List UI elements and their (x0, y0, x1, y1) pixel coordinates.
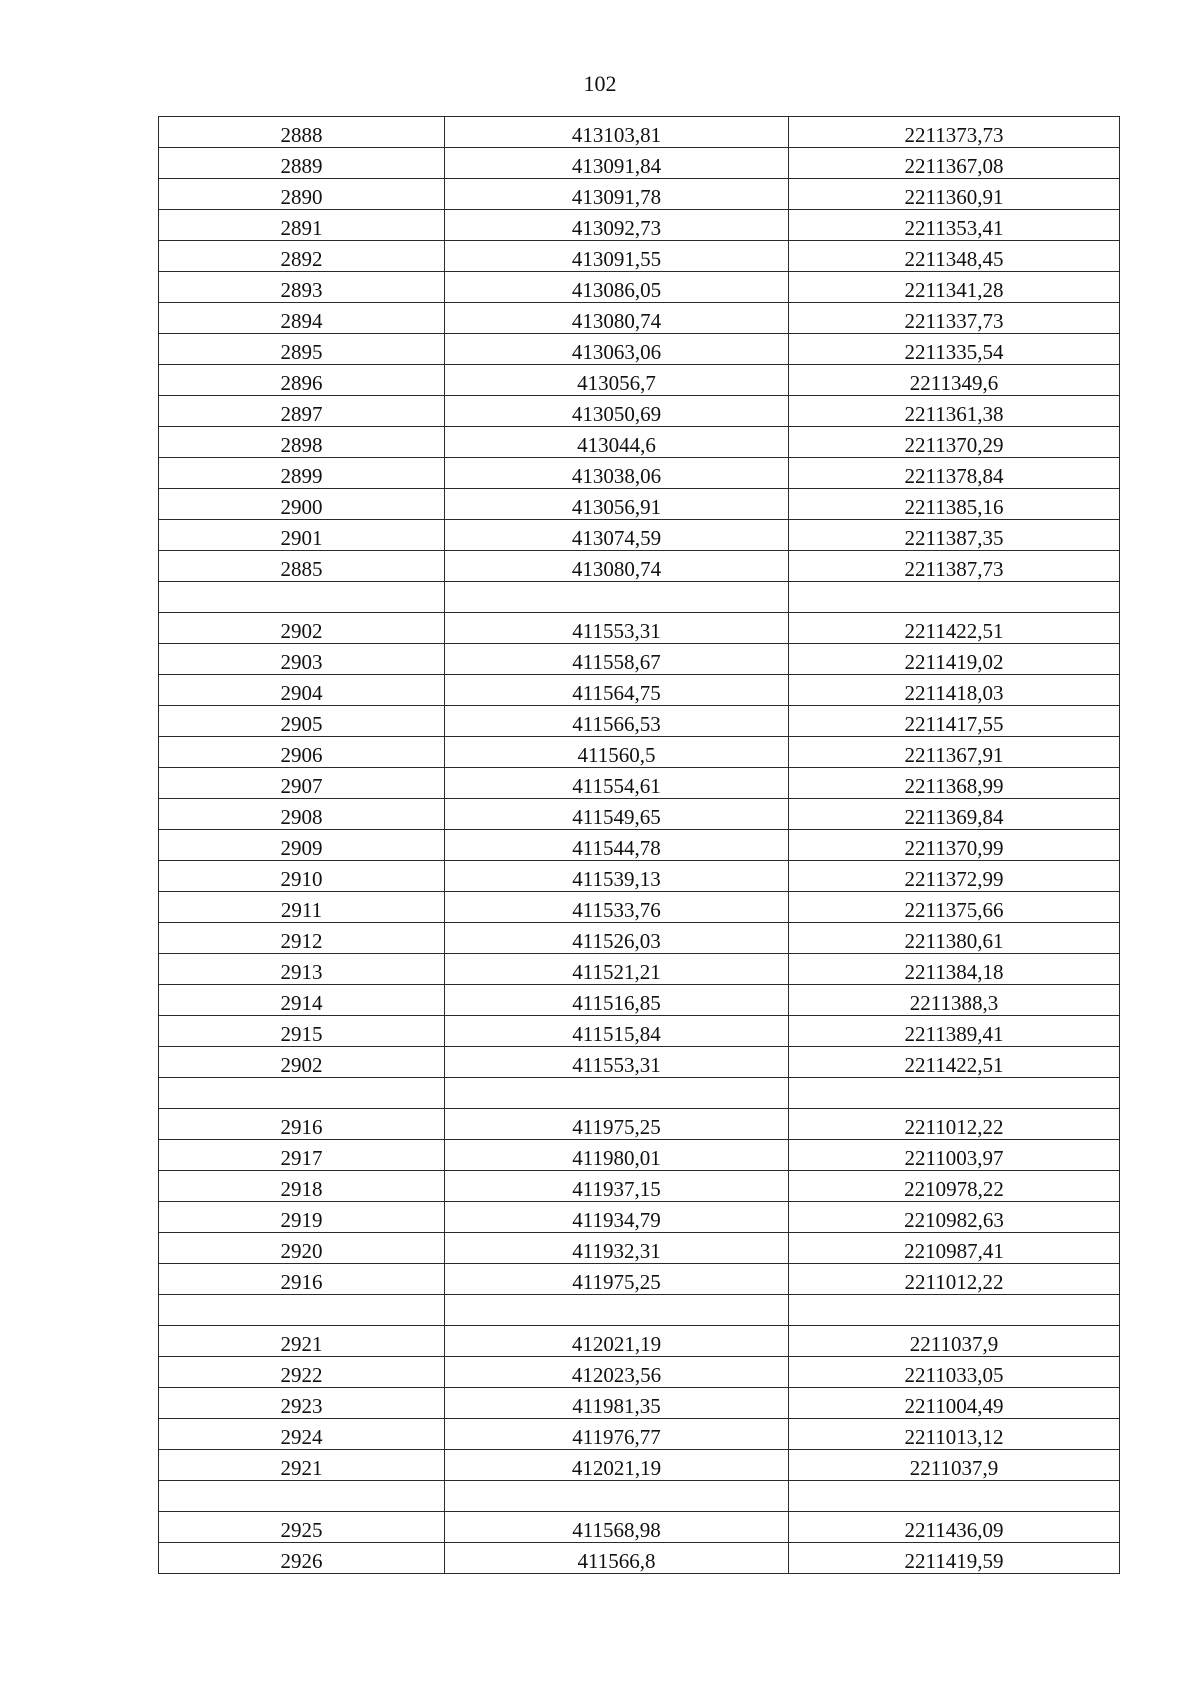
table-row (159, 1047, 1120, 1078)
x-coordinate-cell: 411975,25 (445, 1109, 789, 1140)
y-coordinate-cell: 2211384,18 (789, 954, 1120, 985)
table-row (159, 1295, 1120, 1326)
x-coordinate-cell (445, 1295, 789, 1326)
x-coordinate-cell: 413103,81 (445, 117, 789, 148)
y-coordinate-cell: 2211419,02 (789, 644, 1120, 675)
table-row (159, 520, 1120, 551)
x-coordinate-cell: 411553,31 (445, 613, 789, 644)
table-row (159, 489, 1120, 520)
y-coordinate-cell: 2211418,03 (789, 675, 1120, 706)
x-coordinate-cell: 413091,55 (445, 241, 789, 272)
point-number-cell (159, 1295, 445, 1326)
x-coordinate-cell: 413074,59 (445, 520, 789, 551)
x-coordinate-cell: 413056,7 (445, 365, 789, 396)
point-number-cell (159, 1078, 445, 1109)
table-row (159, 1233, 1120, 1264)
x-coordinate-cell: 411539,13 (445, 861, 789, 892)
x-coordinate-cell: 413080,74 (445, 551, 789, 582)
table-row (159, 1481, 1120, 1512)
table-row (159, 644, 1120, 675)
point-number-cell: 2888 (159, 117, 445, 148)
x-coordinate-cell: 411568,98 (445, 1512, 789, 1543)
y-coordinate-cell: 2211373,73 (789, 117, 1120, 148)
y-coordinate-cell: 2211417,55 (789, 706, 1120, 737)
table-row (159, 1512, 1120, 1543)
y-coordinate-cell: 2211341,28 (789, 272, 1120, 303)
point-number-cell: 2914 (159, 985, 445, 1016)
x-coordinate-cell: 413091,78 (445, 179, 789, 210)
x-coordinate-cell: 411521,21 (445, 954, 789, 985)
table-row (159, 737, 1120, 768)
point-number-cell: 2899 (159, 458, 445, 489)
point-number-cell: 2913 (159, 954, 445, 985)
table-row (159, 613, 1120, 644)
y-coordinate-cell: 2211037,9 (789, 1450, 1120, 1481)
y-coordinate-cell: 2211360,91 (789, 179, 1120, 210)
point-number-cell: 2919 (159, 1202, 445, 1233)
x-coordinate-cell: 411566,53 (445, 706, 789, 737)
x-coordinate-cell: 411937,15 (445, 1171, 789, 1202)
y-coordinate-cell: 2210982,63 (789, 1202, 1120, 1233)
x-coordinate-cell: 411526,03 (445, 923, 789, 954)
y-coordinate-cell: 2211012,22 (789, 1109, 1120, 1140)
x-coordinate-cell: 411549,65 (445, 799, 789, 830)
x-coordinate-cell: 411980,01 (445, 1140, 789, 1171)
y-coordinate-cell (789, 582, 1120, 613)
x-coordinate-cell: 411558,67 (445, 644, 789, 675)
point-number-cell: 2900 (159, 489, 445, 520)
y-coordinate-cell (789, 1078, 1120, 1109)
x-coordinate-cell: 411932,31 (445, 1233, 789, 1264)
y-coordinate-cell: 2211369,84 (789, 799, 1120, 830)
x-coordinate-cell: 412023,56 (445, 1357, 789, 1388)
y-coordinate-cell: 2211375,66 (789, 892, 1120, 923)
table-row (159, 117, 1120, 148)
point-number-cell: 2901 (159, 520, 445, 551)
x-coordinate-cell: 413056,91 (445, 489, 789, 520)
y-coordinate-cell: 2211368,99 (789, 768, 1120, 799)
x-coordinate-cell: 411560,5 (445, 737, 789, 768)
point-number-cell: 2897 (159, 396, 445, 427)
table-row (159, 427, 1120, 458)
table-row (159, 458, 1120, 489)
point-number-cell: 2926 (159, 1543, 445, 1574)
page-number: 102 (583, 71, 617, 96)
x-coordinate-cell: 411553,31 (445, 1047, 789, 1078)
y-coordinate-cell: 2211419,59 (789, 1543, 1120, 1574)
x-coordinate-cell: 412021,19 (445, 1326, 789, 1357)
x-coordinate-cell: 411981,35 (445, 1388, 789, 1419)
x-coordinate-cell: 411934,79 (445, 1202, 789, 1233)
point-number-cell: 2896 (159, 365, 445, 396)
table-row (159, 985, 1120, 1016)
y-coordinate-cell (789, 1295, 1120, 1326)
x-coordinate-cell: 411554,61 (445, 768, 789, 799)
point-number-cell: 2894 (159, 303, 445, 334)
table-row (159, 706, 1120, 737)
coordinates-table-body (159, 117, 1120, 1574)
y-coordinate-cell: 2211422,51 (789, 1047, 1120, 1078)
point-number-cell: 2918 (159, 1171, 445, 1202)
y-coordinate-cell: 2211004,49 (789, 1388, 1120, 1419)
x-coordinate-cell: 413092,73 (445, 210, 789, 241)
table-row (159, 1171, 1120, 1202)
point-number-cell (159, 1481, 445, 1512)
table-row (159, 1016, 1120, 1047)
point-number-cell: 2902 (159, 613, 445, 644)
point-number-cell: 2925 (159, 1512, 445, 1543)
x-coordinate-cell: 411516,85 (445, 985, 789, 1016)
point-number-cell: 2921 (159, 1450, 445, 1481)
point-number-cell: 2893 (159, 272, 445, 303)
table-row (159, 1543, 1120, 1574)
y-coordinate-cell: 2211422,51 (789, 613, 1120, 644)
point-number-cell: 2907 (159, 768, 445, 799)
point-number-cell: 2920 (159, 1233, 445, 1264)
y-coordinate-cell: 2211013,12 (789, 1419, 1120, 1450)
table-row (159, 799, 1120, 830)
x-coordinate-cell: 411564,75 (445, 675, 789, 706)
point-number-cell: 2890 (159, 179, 445, 210)
point-number-cell: 2910 (159, 861, 445, 892)
table-row (159, 1202, 1120, 1233)
x-coordinate-cell: 411515,84 (445, 1016, 789, 1047)
x-coordinate-cell (445, 1481, 789, 1512)
table-row (159, 1264, 1120, 1295)
table-row (159, 892, 1120, 923)
point-number-cell: 2911 (159, 892, 445, 923)
y-coordinate-cell: 2211335,54 (789, 334, 1120, 365)
table-row (159, 675, 1120, 706)
table-row (159, 303, 1120, 334)
point-number-cell: 2924 (159, 1419, 445, 1450)
table-row (159, 1450, 1120, 1481)
x-coordinate-cell: 413086,05 (445, 272, 789, 303)
x-coordinate-cell: 411975,25 (445, 1264, 789, 1295)
table-row (159, 1326, 1120, 1357)
point-number-cell: 2889 (159, 148, 445, 179)
y-coordinate-cell: 2211370,99 (789, 830, 1120, 861)
table-row (159, 551, 1120, 582)
table-row (159, 582, 1120, 613)
point-number-cell: 2916 (159, 1264, 445, 1295)
point-number-cell: 2885 (159, 551, 445, 582)
y-coordinate-cell: 2211380,61 (789, 923, 1120, 954)
y-coordinate-cell: 2211349,6 (789, 365, 1120, 396)
point-number-cell: 2912 (159, 923, 445, 954)
y-coordinate-cell: 2211037,9 (789, 1326, 1120, 1357)
x-coordinate-cell: 411533,76 (445, 892, 789, 923)
point-number-cell: 2892 (159, 241, 445, 272)
table-row (159, 1357, 1120, 1388)
table-row (159, 241, 1120, 272)
x-coordinate-cell (445, 582, 789, 613)
table-row (159, 1140, 1120, 1171)
point-number-cell: 2923 (159, 1388, 445, 1419)
y-coordinate-cell: 2211361,38 (789, 396, 1120, 427)
y-coordinate-cell: 2211337,73 (789, 303, 1120, 334)
x-coordinate-cell (445, 1078, 789, 1109)
point-number-cell: 2903 (159, 644, 445, 675)
table-row (159, 334, 1120, 365)
table-row (159, 1109, 1120, 1140)
y-coordinate-cell: 2211348,45 (789, 241, 1120, 272)
x-coordinate-cell: 413091,84 (445, 148, 789, 179)
table-row (159, 272, 1120, 303)
table-row (159, 861, 1120, 892)
point-number-cell: 2915 (159, 1016, 445, 1047)
x-coordinate-cell: 411976,77 (445, 1419, 789, 1450)
y-coordinate-cell: 2211370,29 (789, 427, 1120, 458)
y-coordinate-cell: 2211387,35 (789, 520, 1120, 551)
x-coordinate-cell: 413080,74 (445, 303, 789, 334)
x-coordinate-cell: 413044,6 (445, 427, 789, 458)
table-row (159, 179, 1120, 210)
table-row (159, 954, 1120, 985)
y-coordinate-cell: 2211367,91 (789, 737, 1120, 768)
table-row (159, 210, 1120, 241)
point-number-cell: 2906 (159, 737, 445, 768)
x-coordinate-cell: 411544,78 (445, 830, 789, 861)
x-coordinate-cell: 413038,06 (445, 458, 789, 489)
point-number-cell: 2908 (159, 799, 445, 830)
table-row (159, 148, 1120, 179)
point-number-cell: 2902 (159, 1047, 445, 1078)
x-coordinate-cell: 412021,19 (445, 1450, 789, 1481)
table-row (159, 923, 1120, 954)
table-row (159, 396, 1120, 427)
table-row (159, 365, 1120, 396)
y-coordinate-cell: 2211033,05 (789, 1357, 1120, 1388)
y-coordinate-cell: 2211378,84 (789, 458, 1120, 489)
y-coordinate-cell: 2211436,09 (789, 1512, 1120, 1543)
y-coordinate-cell: 2211367,08 (789, 148, 1120, 179)
coordinates-table (158, 116, 1120, 1574)
y-coordinate-cell: 2211388,3 (789, 985, 1120, 1016)
y-coordinate-cell: 2211385,16 (789, 489, 1120, 520)
x-coordinate-cell: 411566,8 (445, 1543, 789, 1574)
table-row (159, 830, 1120, 861)
table-row (159, 1419, 1120, 1450)
point-number-cell: 2917 (159, 1140, 445, 1171)
y-coordinate-cell: 2211012,22 (789, 1264, 1120, 1295)
y-coordinate-cell: 2211387,73 (789, 551, 1120, 582)
point-number-cell: 2916 (159, 1109, 445, 1140)
y-coordinate-cell: 2210978,22 (789, 1171, 1120, 1202)
table-row (159, 768, 1120, 799)
y-coordinate-cell: 2211372,99 (789, 861, 1120, 892)
table-row (159, 1388, 1120, 1419)
point-number-cell: 2891 (159, 210, 445, 241)
y-coordinate-cell: 2211389,41 (789, 1016, 1120, 1047)
point-number-cell: 2921 (159, 1326, 445, 1357)
y-coordinate-cell: 2210987,41 (789, 1233, 1120, 1264)
table-row (159, 1078, 1120, 1109)
point-number-cell: 2909 (159, 830, 445, 861)
point-number-cell: 2905 (159, 706, 445, 737)
point-number-cell: 2904 (159, 675, 445, 706)
point-number-cell: 2895 (159, 334, 445, 365)
y-coordinate-cell (789, 1481, 1120, 1512)
point-number-cell: 2898 (159, 427, 445, 458)
x-coordinate-cell: 413050,69 (445, 396, 789, 427)
point-number-cell: 2922 (159, 1357, 445, 1388)
y-coordinate-cell: 2211353,41 (789, 210, 1120, 241)
y-coordinate-cell: 2211003,97 (789, 1140, 1120, 1171)
x-coordinate-cell: 413063,06 (445, 334, 789, 365)
point-number-cell (159, 582, 445, 613)
